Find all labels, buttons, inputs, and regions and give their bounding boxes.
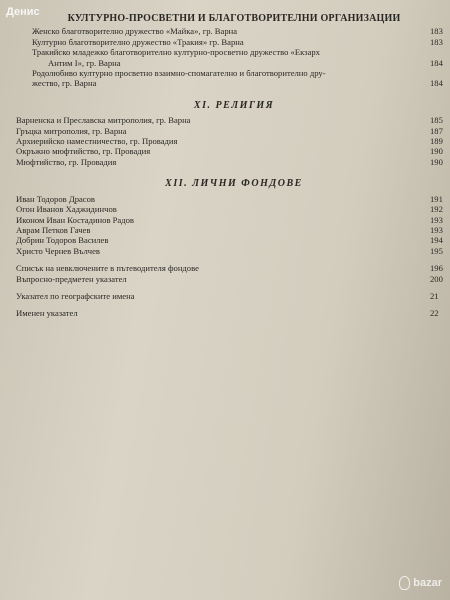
entry-label: Христо Чернев Вълчев bbox=[16, 245, 100, 256]
entry-page-number: 185 bbox=[430, 115, 443, 126]
geo-index-entry bbox=[16, 291, 450, 301]
entry-page-number: 184 bbox=[430, 78, 443, 89]
section-heading-organizations: КУЛТУРНО-ПРОСВЕТНИ И БЛАГОТВОРИТЕЛНИ ОРГАНИЗАЦИИ bbox=[67, 13, 401, 24]
entry-label: Гръцка митрополия, гр. Варна bbox=[16, 125, 127, 136]
entry-label: Списък на невключените в пътеводителя фондове bbox=[16, 263, 199, 274]
toc-entry bbox=[16, 68, 450, 78]
entry-page-number: 184 bbox=[430, 57, 443, 68]
entry-page-number: 194 bbox=[430, 235, 443, 246]
table-of-contents bbox=[16, 14, 450, 319]
toc-entry bbox=[16, 274, 450, 284]
toc-entry bbox=[16, 263, 450, 273]
entry-label: Именен указател bbox=[16, 308, 78, 319]
entry-label: Иконом Иван Костадинов Радов bbox=[16, 214, 134, 225]
entry-page-number: 189 bbox=[430, 136, 443, 147]
entry-label: Окръжно мюфтийство, гр. Провадия bbox=[16, 146, 151, 157]
organizations-list bbox=[16, 26, 450, 88]
name-index-entry bbox=[16, 308, 450, 318]
section-heading-personal-funds: XII. ЛИЧНИ ФОНДОВЕ bbox=[165, 178, 303, 190]
logo-text: bazar bbox=[413, 577, 442, 589]
entry-page-number: 183 bbox=[430, 26, 443, 37]
entry-page-number: 193 bbox=[430, 214, 443, 225]
entry-label: Женско благотворително дружество «Майка», гр. Варна bbox=[32, 26, 238, 37]
entry-page-number: 187 bbox=[430, 125, 443, 136]
entry-label: жество, гр. Варна bbox=[32, 78, 97, 89]
entry-page-number: 195 bbox=[430, 245, 443, 256]
toc-entry bbox=[16, 225, 450, 235]
entry-page-number: 190 bbox=[430, 146, 443, 157]
lightbulb-icon bbox=[399, 576, 410, 590]
entry-label: Добрин Тодоров Василев bbox=[16, 235, 109, 246]
toc-entry bbox=[16, 47, 450, 57]
entry-label: Културно благотворително дружество «Тракия» гр. Варна bbox=[32, 36, 244, 47]
entry-page-number: 191 bbox=[430, 193, 443, 204]
entry-page-number: 192 bbox=[430, 204, 443, 215]
toc-entry bbox=[16, 157, 450, 167]
toc-entry bbox=[16, 136, 450, 146]
entry-label: Иван Тодоров Драсов bbox=[16, 193, 95, 204]
entry-page-number: 21 bbox=[430, 290, 439, 301]
entry-page-number: 183 bbox=[430, 36, 443, 47]
personal-funds-list bbox=[16, 194, 450, 256]
entry-label: Варненска и Преславска митрополия, гр. Варна bbox=[16, 115, 191, 126]
section-heading-religion: XI. РЕЛИГИЯ bbox=[193, 99, 275, 111]
toc-entry bbox=[16, 194, 450, 204]
bazar-logo bbox=[399, 576, 442, 590]
toc-entry bbox=[16, 215, 450, 225]
entry-label: Архиерийско наместничество, гр. Провадия bbox=[16, 136, 178, 147]
toc-entry bbox=[16, 126, 450, 136]
toc-entry bbox=[16, 146, 450, 156]
entry-page-number: 193 bbox=[430, 224, 443, 235]
entry-label: Въпросно-предметен указател bbox=[16, 273, 127, 284]
entry-label: Аврам Петков Гачев bbox=[16, 224, 91, 235]
watermark-text: Денис bbox=[6, 6, 40, 18]
entry-page-number: 22 bbox=[430, 308, 439, 319]
toc-entry bbox=[16, 26, 450, 36]
entry-label: Родолюбиво културно просветно взаимно-спомагателно и благотворително дру- bbox=[32, 68, 326, 79]
appendix-list bbox=[16, 263, 450, 284]
toc-entry bbox=[16, 235, 450, 245]
toc-entry bbox=[16, 58, 450, 68]
entry-label: Мюфтийство, гр. Провадия bbox=[16, 156, 117, 167]
toc-entry bbox=[16, 78, 450, 88]
entry-label: Указател по географските имена bbox=[16, 290, 135, 301]
toc-entry bbox=[16, 204, 450, 214]
entry-page-number: 200 bbox=[430, 273, 443, 284]
entry-label: Тракийско младежко благотворително културно-просветно дружество «Екзарх bbox=[32, 47, 320, 58]
entry-label: Огон Иванов Хаджидинчов bbox=[16, 204, 117, 215]
toc-entry bbox=[16, 246, 450, 256]
toc-entry bbox=[16, 115, 450, 125]
entry-page-number: 190 bbox=[430, 156, 443, 167]
entry-page-number: 196 bbox=[430, 263, 443, 274]
entry-label: Антим I», гр. Варна bbox=[48, 57, 121, 68]
religion-list bbox=[16, 115, 450, 167]
toc-entry bbox=[16, 37, 450, 47]
